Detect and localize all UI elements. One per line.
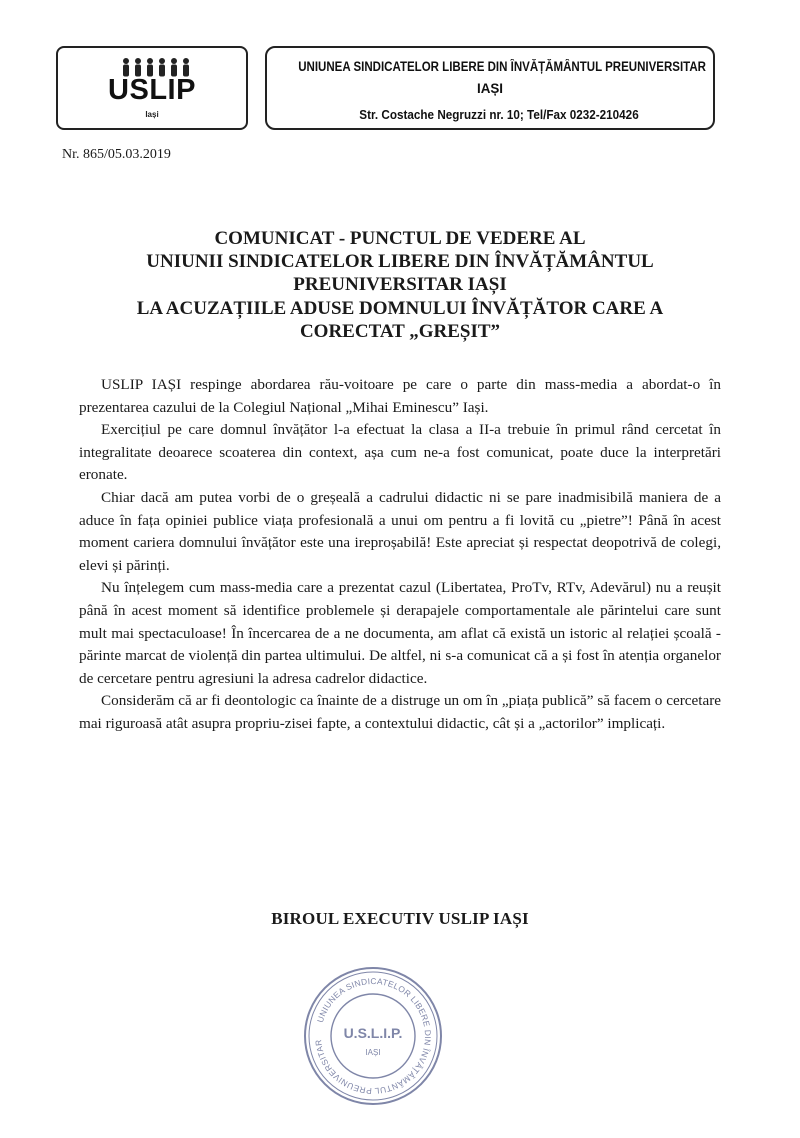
- title-line: PREUNIVERSITAR IAȘI: [293, 274, 507, 296]
- signature: BIROUL EXECUTIV USLIP IAȘI: [271, 909, 529, 928]
- title-line: LA ACUZAȚIILE ADUSE DOMNULUI ÎNVĂȚĂTOR CARE A: [136, 297, 664, 319]
- svg-text:U.S.L.I.P.: U.S.L.I.P.: [343, 1025, 403, 1041]
- organization-city: IAȘI: [476, 81, 504, 96]
- logo-text: USLIP: [108, 74, 196, 106]
- svg-text:IAȘI: IAȘI: [365, 1048, 381, 1057]
- document-body: [79, 374, 721, 736]
- paragraph: USLIP IAȘI respinge abordarea rău-voitoare pe care o parte din mass-media a abordat-o în prezentarea cazului de la Colegiul Național „Mihai Eminescu” Iași.: [79, 376, 721, 416]
- document-number: Nr. 865/05.03.2019: [62, 147, 171, 162]
- title-line: COMUNICAT - PUNCTUL DE VEDERE AL: [214, 228, 586, 249]
- svg-text:UNIUNEA SINDICATELOR LIBERE DI: UNIUNEA SINDICATELOR LIBERE DIN ÎNVĂȚĂMÂNTUL PREUNIVERSITAR: [313, 975, 434, 1097]
- organization-header: [265, 46, 715, 130]
- paragraph: Nu înțelegem cum mass-media care a prezentat cazul (Libertatea, ProTv, RTv, Adevărul) nu a reușit până în acest moment să identifice problemele și derapajele comportamentale ale părintelui care sunt mult mai spectaculoase! În încercarea de a ne documenta, am aflat că există un istoric al relației școală - părinte marcat de violență din partea ultimului. De altfel, ni s-a comunicat că a și fost în atenția organelor de cercetare pentru agresiuni la adresa cadrelor didactice.: [79, 579, 721, 687]
- paragraph: Considerăm că ar fi deontologic ca înainte de a distruge un om în „piața publică” să facem o cercetare mai riguroasă atât asupra propriu-zisei fapte, a contextului didactic, cât și a „actorilor” implicați.: [79, 692, 721, 732]
- title-line: CORECTAT „GREȘIT”: [299, 320, 501, 342]
- paragraph: Exercițiul pe care domnul învățător l-a efectuat la clasa a II-a trebuie în primul rând cercetat în integralitate deoarece scoaterea din context, așa cum ne-a fost comunicat, poate duce la interpretări eronate.: [79, 421, 721, 484]
- document-title: [80, 227, 720, 343]
- stamp-seal: [300, 963, 446, 1109]
- paragraph: Chiar dacă am putea vorbi de o greșeală a cadrului didactic ni se pare inadmisibilă maniera de a aduce în fața opiniei publice viața profesională a unui om pentru a fi lovită cu „pietre”! Până în acest moment cariera domnului învățător este una ireproșabilă! Este apreciat și respectat deopotrivă de colegi, elevi și părinți.: [79, 488, 721, 574]
- organization-address: Str. Costache Negruzzi nr. 10; Tel/Fax 0232-210426: [359, 107, 639, 122]
- organization-name: UNIUNEA SINDICATELOR LIBERE DIN ÎNVĂȚĂMÂNTUL PREUNIVERSITAR: [298, 59, 706, 74]
- title-line: UNIUNII SINDICATELOR LIBERE DIN ÎNVĂȚĂMÂNTUL: [146, 251, 654, 273]
- uslip-logo: [56, 46, 248, 130]
- logo-city: Iași: [145, 110, 159, 119]
